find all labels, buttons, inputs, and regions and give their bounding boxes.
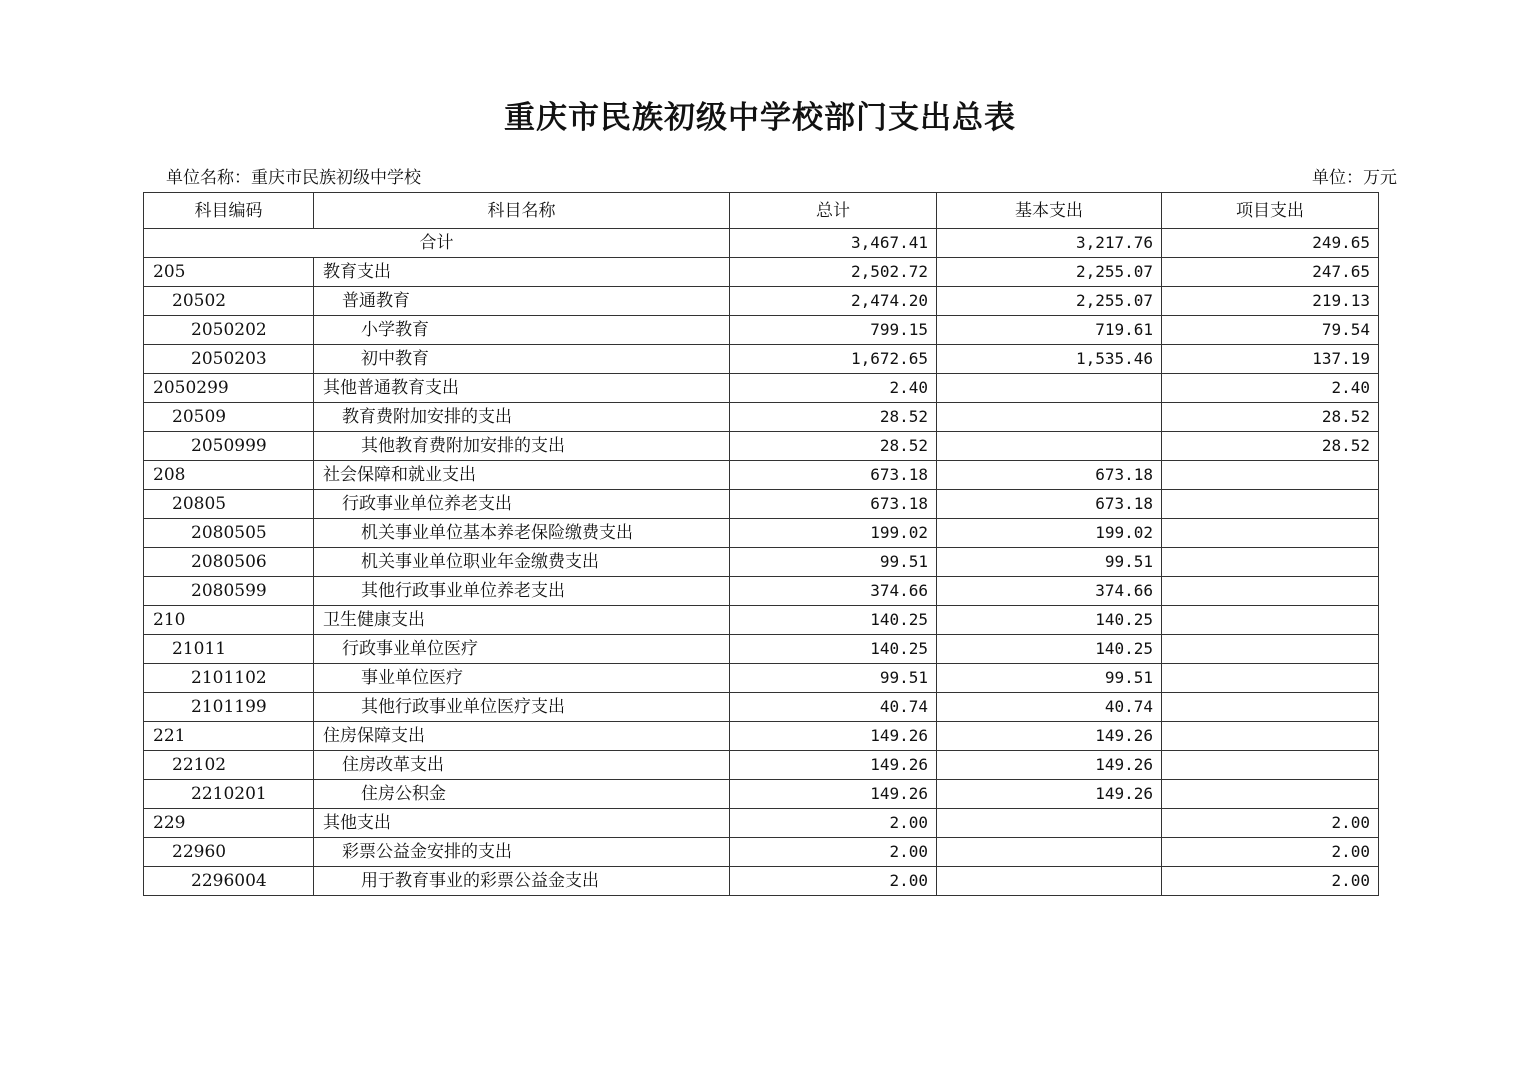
table-row (144, 316, 1379, 345)
header-project-expenditure: 项目支出 (1162, 193, 1379, 229)
project-expenditure-cell: 79.54 (1162, 316, 1379, 345)
basic-expenditure-cell: 374.66 (937, 577, 1162, 606)
total-cell: 28.52 (730, 403, 937, 432)
total-cell: 140.25 (730, 606, 937, 635)
table-row (144, 490, 1379, 519)
subject-name-cell: 住房改革支出 (314, 751, 730, 780)
project-expenditure-cell (1162, 722, 1379, 751)
basic-expenditure-cell: 99.51 (937, 548, 1162, 577)
basic-expenditure-cell: 719.61 (937, 316, 1162, 345)
total-cell: 99.51 (730, 548, 937, 577)
subject-code-cell: 2050202 (144, 316, 314, 345)
table-row (144, 577, 1379, 606)
subject-code-cell: 22960 (144, 838, 314, 867)
header-basic-expenditure: 基本支出 (937, 193, 1162, 229)
subject-code-cell: 2101199 (144, 693, 314, 722)
total-row (144, 229, 1379, 258)
total-cell: 149.26 (730, 722, 937, 751)
basic-expenditure-cell: 149.26 (937, 780, 1162, 809)
total-cell: 2.00 (730, 838, 937, 867)
subject-code-cell: 2080505 (144, 519, 314, 548)
subject-name-cell: 事业单位医疗 (314, 664, 730, 693)
expenditure-table (143, 192, 1379, 896)
table-row (144, 809, 1379, 838)
project-expenditure-cell (1162, 780, 1379, 809)
header-subject-code: 科目编码 (144, 193, 314, 229)
total-cell: 2,502.72 (730, 258, 937, 287)
basic-expenditure-cell: 673.18 (937, 490, 1162, 519)
subject-code-cell: 229 (144, 809, 314, 838)
total-sum: 3,467.41 (730, 229, 937, 258)
table-row (144, 838, 1379, 867)
subject-name-cell: 机关事业单位职业年金缴费支出 (314, 548, 730, 577)
project-expenditure-cell (1162, 693, 1379, 722)
basic-expenditure-cell: 40.74 (937, 693, 1162, 722)
subject-code-cell: 20509 (144, 403, 314, 432)
basic-expenditure-cell (937, 809, 1162, 838)
total-cell: 140.25 (730, 635, 937, 664)
subject-name-cell: 住房保障支出 (314, 722, 730, 751)
basic-expenditure-cell (937, 374, 1162, 403)
table-row (144, 258, 1379, 287)
subject-name-cell: 彩票公益金安排的支出 (314, 838, 730, 867)
total-cell: 99.51 (730, 664, 937, 693)
project-expenditure-cell: 219.13 (1162, 287, 1379, 316)
header-total: 总计 (730, 193, 937, 229)
total-cell: 2.40 (730, 374, 937, 403)
total-cell: 2.00 (730, 809, 937, 838)
total-label: 合计 (144, 229, 730, 258)
subject-name-cell: 其他行政事业单位养老支出 (314, 577, 730, 606)
table-header-row (144, 193, 1379, 229)
basic-expenditure-cell: 1,535.46 (937, 345, 1162, 374)
subject-name-cell: 社会保障和就业支出 (314, 461, 730, 490)
subject-code-cell: 205 (144, 258, 314, 287)
subject-name-cell: 教育费附加安排的支出 (314, 403, 730, 432)
table-row (144, 635, 1379, 664)
project-expenditure-cell (1162, 664, 1379, 693)
table-row (144, 345, 1379, 374)
total-cell: 149.26 (730, 780, 937, 809)
project-expenditure-cell (1162, 635, 1379, 664)
table-row (144, 287, 1379, 316)
project-expenditure-cell (1162, 519, 1379, 548)
project-expenditure-cell (1162, 490, 1379, 519)
project-expenditure-cell (1162, 577, 1379, 606)
subject-code-cell: 20805 (144, 490, 314, 519)
subject-code-cell: 208 (144, 461, 314, 490)
total-cell: 374.66 (730, 577, 937, 606)
basic-expenditure-cell: 140.25 (937, 635, 1162, 664)
total-cell: 149.26 (730, 751, 937, 780)
basic-expenditure-cell (937, 432, 1162, 461)
subject-code-cell: 2050299 (144, 374, 314, 403)
table-row (144, 519, 1379, 548)
basic-expenditure-cell: 140.25 (937, 606, 1162, 635)
table-row (144, 722, 1379, 751)
table-row (144, 548, 1379, 577)
subject-name-cell: 机关事业单位基本养老保险缴费支出 (314, 519, 730, 548)
table-body (144, 229, 1379, 896)
basic-expenditure-cell (937, 867, 1162, 896)
project-expenditure-cell (1162, 461, 1379, 490)
project-expenditure-cell: 2.00 (1162, 809, 1379, 838)
project-expenditure-cell: 137.19 (1162, 345, 1379, 374)
table-row (144, 374, 1379, 403)
subject-code-cell: 2080599 (144, 577, 314, 606)
table-row (144, 751, 1379, 780)
project-expenditure-cell: 2.00 (1162, 838, 1379, 867)
table-row (144, 461, 1379, 490)
total-cell: 28.52 (730, 432, 937, 461)
basic-expenditure-cell: 673.18 (937, 461, 1162, 490)
basic-expenditure-cell: 2,255.07 (937, 258, 1162, 287)
subject-name-cell: 其他支出 (314, 809, 730, 838)
table-row (144, 867, 1379, 896)
table-row (144, 664, 1379, 693)
table-row (144, 432, 1379, 461)
total-cell: 2.00 (730, 867, 937, 896)
project-expenditure-cell: 28.52 (1162, 432, 1379, 461)
subject-code-cell: 2050999 (144, 432, 314, 461)
subject-name-cell: 其他教育费附加安排的支出 (314, 432, 730, 461)
basic-expenditure-cell (937, 403, 1162, 432)
table-row (144, 403, 1379, 432)
basic-expenditure-cell: 199.02 (937, 519, 1162, 548)
subject-code-cell: 2101102 (144, 664, 314, 693)
table-row (144, 780, 1379, 809)
total-basic: 3,217.76 (937, 229, 1162, 258)
project-expenditure-cell (1162, 751, 1379, 780)
unit-label: 单位：万元 (1312, 168, 1397, 188)
total-cell: 40.74 (730, 693, 937, 722)
subject-code-cell: 221 (144, 722, 314, 751)
subject-code-cell: 22102 (144, 751, 314, 780)
page-title: 重庆市民族初级中学校部门支出总表 (504, 100, 1016, 136)
subject-name-cell: 其他行政事业单位医疗支出 (314, 693, 730, 722)
subject-code-cell: 2050203 (144, 345, 314, 374)
total-cell: 1,672.65 (730, 345, 937, 374)
basic-expenditure-cell (937, 838, 1162, 867)
total-project: 249.65 (1162, 229, 1379, 258)
subject-code-cell: 2296004 (144, 867, 314, 896)
basic-expenditure-cell: 2,255.07 (937, 287, 1162, 316)
subject-name-cell: 住房公积金 (314, 780, 730, 809)
project-expenditure-cell: 2.00 (1162, 867, 1379, 896)
subject-code-cell: 21011 (144, 635, 314, 664)
project-expenditure-cell (1162, 606, 1379, 635)
subject-code-cell: 20502 (144, 287, 314, 316)
subject-name-cell: 卫生健康支出 (314, 606, 730, 635)
total-cell: 799.15 (730, 316, 937, 345)
unit-name-label: 单位名称：重庆市民族初级中学校 (166, 168, 421, 188)
subject-code-cell: 2210201 (144, 780, 314, 809)
subject-code-cell: 2080506 (144, 548, 314, 577)
basic-expenditure-cell: 99.51 (937, 664, 1162, 693)
subject-name-cell: 行政事业单位医疗 (314, 635, 730, 664)
subject-name-cell: 普通教育 (314, 287, 730, 316)
project-expenditure-cell: 28.52 (1162, 403, 1379, 432)
header-subject-name: 科目名称 (314, 193, 730, 229)
basic-expenditure-cell: 149.26 (937, 722, 1162, 751)
project-expenditure-cell (1162, 548, 1379, 577)
project-expenditure-cell: 247.65 (1162, 258, 1379, 287)
total-cell: 673.18 (730, 461, 937, 490)
subject-name-cell: 初中教育 (314, 345, 730, 374)
table-row (144, 606, 1379, 635)
project-expenditure-cell: 2.40 (1162, 374, 1379, 403)
table-row (144, 693, 1379, 722)
basic-expenditure-cell: 149.26 (937, 751, 1162, 780)
subject-code-cell: 210 (144, 606, 314, 635)
total-cell: 673.18 (730, 490, 937, 519)
subject-name-cell: 教育支出 (314, 258, 730, 287)
subject-name-cell: 行政事业单位养老支出 (314, 490, 730, 519)
subject-name-cell: 其他普通教育支出 (314, 374, 730, 403)
subject-name-cell: 用于教育事业的彩票公益金支出 (314, 867, 730, 896)
total-cell: 2,474.20 (730, 287, 937, 316)
total-cell: 199.02 (730, 519, 937, 548)
subject-name-cell: 小学教育 (314, 316, 730, 345)
